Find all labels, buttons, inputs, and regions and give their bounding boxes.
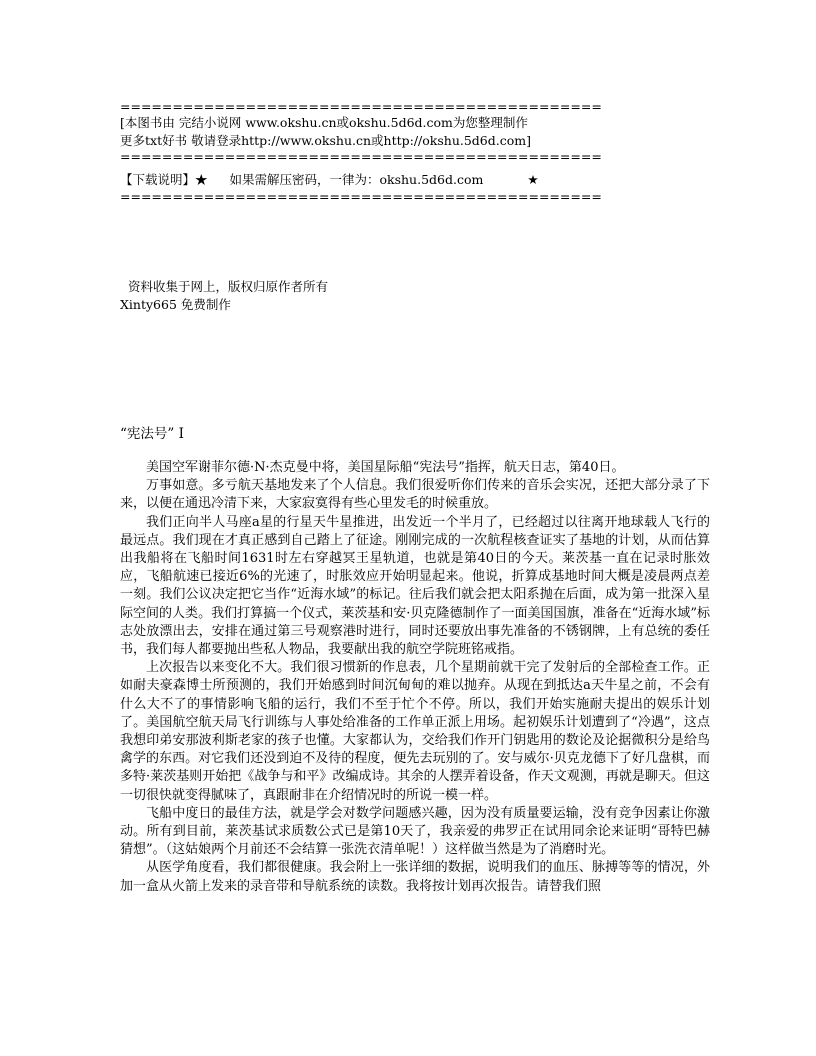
download-note <box>120 171 539 189</box>
paragraph: 美国空军谢菲尔德·N·杰克曼中将，美国星际船“宪法号”指挥，航天日志，第40日。 <box>146 460 625 475</box>
paragraph: 万事如意。多亏航天基地发来了个人信息。我们很爱听你们传来的音乐会实况，还把大部分录了下来，以便在通迅冷清下来，大家寂寞得有些心里发毛的时候重放。 <box>120 478 710 512</box>
producer-credit: Xinty665 免费制作 <box>120 297 231 312</box>
header-rule-mid: ============================================== <box>120 149 602 164</box>
paragraph: 从医学角度看，我们都很健康。我会附上一张详细的数据，说明我们的血压、脉搏等等的情况，外加一盒从火箭上发来的录音带和导航系统的读数。我将按计划再次报告。请替我们照 <box>120 860 710 894</box>
header-rule-top: ============================================== <box>120 99 602 114</box>
paragraph: 我们正向半人马座a星的行星天牛星推进，出发近一个半月了，已经超过以往离开地球载人飞行的最远点。我们现在才真正感到自己踏上了征途。刚刚完成的一次航程核查证实了基地的计划，从而估算出我船将在飞船时间1631时左右穿越冥王星轨道，也就是第40日的今天。莱茨基一直在记录时胀效应，飞船航速已接近6%的光速了，时胀效应开始明显起来。他说，折算成基地时间大概是凌晨两点差一刻。我们公议决定把它当作“近海水域”的标记。往后我们就会把太阳系抛在后面，成为第一批深入星际空间的人类。我们打算搞一个仪式，莱茨基和安·贝克隆德制作了一面美国国旗，准备在“近海水域”标志处放漂出去，安排在通过第三号观察港时进行，同时还要放出事先准备的不锈钢牌，上有总统的委任书，我们每人都要抛出些私人物品，我要献出我的航空学院班铭戒指。 <box>120 514 710 658</box>
download-text: 如果需解压密码，一律为：okshu.5d6d.com <box>229 172 484 187</box>
chapter-body <box>120 459 710 896</box>
star-icon: ★ <box>527 172 539 187</box>
paragraph: 飞船中度日的最佳方法，就是学会对数学问题感兴趣，因为没有质量要运输，没有竞争因素让你激动。所有到目前，莱茨基试求质数公式已是第10天了，我亲爱的弗罗正在试用同余论来证明“哥特巴赫猜想”。（这姑娘两个月前还不会结算一张洗衣清单呢！）这样做当然是为了消磨时光。 <box>120 805 710 858</box>
header-more-line: 更多txt好书 敬请登录http://www.okshu.cn或http://okshu.5d6d.com] <box>120 133 531 148</box>
paragraph: 上次报告以来变化不大。我们很习惯新的作息表，几个星期前就干完了发射后的全部检查工作。正如耐夫豪森博士所预测的，我们开始感到时间沉甸甸的难以抛弃。从现在到抵达a天牛星之前，不会有什么大不了的事情影响飞船的运行，我们不至于忙个不停。所以，我们开始实施耐夫提出的娱乐计划了。美国航空航天局飞行训练与人事处给准备的工作单正派上用场。起初娱乐计划遭到了“冷遇”，这点我想印弟安那波利斯老家的孩子也懂。大家都认为，交给我们作开门钥匙用的数论及论据微积分是给鸟禽学的东西。对它我们还没到迫不及待的程度，便先去玩别的了。安与威尔·贝克龙德下了好几盘棋，而多特·莱茨基则开始把《战争与和平》改编成诗。其余的人摆弄着设备，作天文观测，再就是聊天。但这一切很快就变得腻味了，真跟耐非在介绍情况时的所说一模一样。 <box>120 660 710 803</box>
copyright-note: 资料收集于网上，版权归原作者所有 <box>128 279 329 294</box>
header-rule-bottom: ============================================== <box>120 189 602 204</box>
chapter-title: “宪法号” I <box>120 426 184 442</box>
header-source-line: [本图书由 完结小说网 www.okshu.cn或okshu.5d6d.com为您整理制作 <box>120 115 528 130</box>
download-label: 【下载说明】★ <box>120 172 208 187</box>
